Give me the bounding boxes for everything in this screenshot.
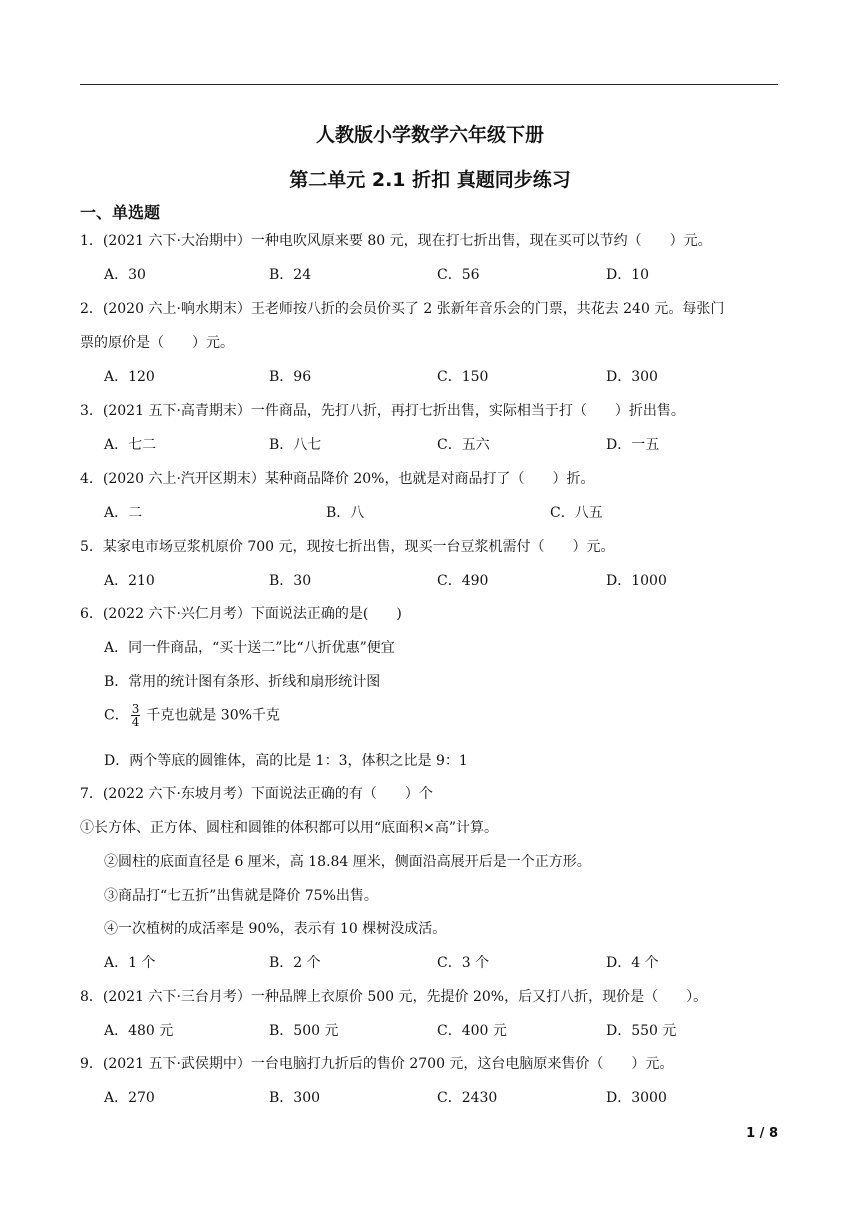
option-b: B．300 — [269, 1090, 321, 1106]
statement-2: ②圆柱的底面直径是 6 厘米，高 18.84 厘米，侧面沿高展开后是一个正方形。 — [104, 854, 591, 870]
fraction-numerator: 3 — [131, 702, 140, 716]
option-a: A．270 — [104, 1090, 155, 1106]
option-a: A．同一件商品，“买十送二”比“八折优惠”便宜 — [104, 640, 395, 656]
option-d: D．4 个 — [606, 955, 659, 971]
question-5: 5．某家电市场豆浆机原价 700 元，现按七折出售，现买一台豆浆机需付（ ）元。 — [80, 539, 615, 555]
option-a: A．二 — [104, 505, 143, 521]
option-c — [104, 703, 280, 728]
question-3: 3．(2021 五下·高青期末）一件商品，先打八折，再打七折出售，实际相当于打（ ）折出售。 — [80, 403, 685, 419]
question-1: 1．(2021 六下·大冶期中）一种电吹风原来要 80 元，现在打七折出售，现在买可以节约（ ）元。 — [80, 233, 712, 249]
option-d: D．两个等底的圆锥体，高的比是 1：3，体积之比是 9：1 — [104, 753, 468, 769]
section-heading: 一、单选题 — [80, 203, 161, 222]
option-d: D．550 元 — [606, 1023, 677, 1039]
option-b: B．2 个 — [269, 955, 321, 971]
option-b: B．八 — [326, 505, 365, 521]
option-d: D．300 — [606, 369, 658, 385]
option-a: A．七二 — [104, 437, 157, 453]
option-a: A．1 个 — [104, 955, 156, 971]
option-c-label: C． — [104, 707, 129, 724]
question-2-cont: 票的原价是（ ）元。 — [80, 335, 234, 351]
option-b: B．30 — [269, 573, 312, 589]
option-c: C．3 个 — [437, 955, 490, 971]
document-title: 人教版小学数学六年级下册 — [315, 124, 544, 146]
option-a: A．480 元 — [104, 1023, 174, 1039]
question-9: 9．(2021 五下·武侯期中）一台电脑打九折后的售价 2700 元，这台电脑原来售价（ ）元。 — [80, 1056, 674, 1072]
option-d: D．3000 — [606, 1090, 667, 1106]
fraction-denominator: 4 — [131, 715, 140, 729]
option-c-text: 千克也就是 30%千克 — [146, 707, 280, 724]
question-2: 2．(2020 六上·响水期末）王老师按八折的会员价买了 2 张新年音乐会的门票，共花去 240 元。每张门 — [80, 301, 725, 317]
option-c: C．八五 — [550, 505, 603, 521]
option-b: B．96 — [269, 369, 312, 385]
option-d: D．1000 — [606, 573, 667, 589]
fraction — [131, 703, 141, 728]
statement-1: ①长方体、正方体、圆柱和圆锥的体积都可以用“底面积×高”计算。 — [80, 820, 499, 836]
document-subtitle: 第二单元 2.1 折扣 真题同步练习 — [289, 169, 571, 191]
option-a: A．30 — [104, 267, 146, 283]
option-c: C．150 — [437, 369, 489, 385]
option-a: A．120 — [104, 369, 155, 385]
statement-4: ④一次植树的成活率是 90%，表示有 10 棵树没成活。 — [104, 921, 447, 937]
option-c: C．五六 — [437, 437, 490, 453]
option-b: B．八七 — [269, 437, 322, 453]
option-b: B．常用的统计图有条形、折线和扇形统计图 — [104, 674, 381, 690]
option-c: C．400 元 — [437, 1023, 507, 1039]
page-number: 1 / 8 — [746, 1126, 778, 1141]
question-4: 4．(2020 六上·汽开区期末）某种商品降价 20%，也就是对商品打了（ ）折。 — [80, 471, 595, 487]
question-8: 8．(2021 六下·三台月考）一种品牌上衣原价 500 元，先提价 20%，后又打八折，现价是（ ）。 — [80, 989, 708, 1005]
option-c: C．56 — [437, 267, 480, 283]
option-a: A．210 — [104, 573, 155, 589]
option-c: C．2430 — [437, 1090, 498, 1106]
option-b: B．500 元 — [269, 1023, 339, 1039]
question-6: 6．(2022 六下·兴仁月考）下面说法正确的是( ) — [80, 606, 402, 622]
statement-3: ③商品打“七五折”出售就是降价 75%出售。 — [104, 888, 378, 904]
option-b: B．24 — [269, 267, 312, 283]
header-rule — [80, 84, 778, 85]
option-d: D．一五 — [606, 437, 660, 453]
question-7: 7．(2022 六下·东坡月考）下面说法正确的有（ ）个 — [80, 786, 433, 802]
option-c: C．490 — [437, 573, 489, 589]
option-d: D．10 — [606, 267, 650, 283]
